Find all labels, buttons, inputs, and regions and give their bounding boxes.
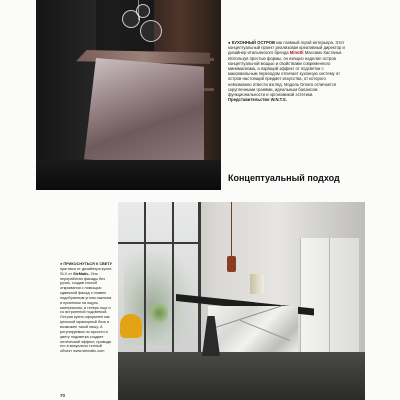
yellow-chair <box>120 314 142 338</box>
window-frame <box>144 202 146 352</box>
brand-name: Minotti <box>289 50 304 56</box>
plant <box>150 302 168 324</box>
caption-lead: ПРИКОСНУТЬСЯ К СВЕТУ <box>63 262 113 266</box>
pendant-lamp <box>136 4 150 18</box>
kitchen-photo-bottom <box>118 202 365 400</box>
page-number: 70 <box>60 393 66 398</box>
caption-text: пригласи от дизайнера кухни SLX от <box>60 266 112 276</box>
page-footer <box>60 393 260 399</box>
caption-url: www.siematic.com <box>73 349 105 354</box>
brand-name: SieMatic. <box>73 271 90 276</box>
caption-text: Массимо Кастанья. Используя простые формы, он изящно наделил остров концептуальной мощью и свойствами современного минимализма, а парящий эффект от подсветки с максимальным переходом отличает кухонную систему от остров-настоящий предмет искусства, от которого невозможно отвести взгляд. Модель Ornaro отличается скругленными гранями, идеальным балансом функциональности и эргономикой эстетики. <box>228 50 343 98</box>
floor <box>36 160 221 190</box>
bullet-icon: ● <box>60 262 63 266</box>
bottles <box>250 274 264 294</box>
caption-touch-light <box>60 262 114 354</box>
caption-kitchen-island <box>228 40 346 102</box>
caption-text: как главный герой интерьера. Этот концептуальный проект реализован креативный директор и дизайнер итальянского бренда <box>228 40 345 56</box>
marble-island <box>208 306 298 352</box>
pendant-lamp <box>227 256 236 272</box>
caption-credit: Представительство W.N.T.S. <box>228 97 287 103</box>
window-frame <box>118 242 198 244</box>
caption-lead: КУХОННЫЙ ОСТРОВ <box>231 40 275 45</box>
bullet-icon: ● <box>228 40 231 45</box>
caption-text: Они переработан фасады без ручек, создав способ открывания с помощью сдвижной фасад с плавно подобранным углом наклона и приятным на ощупь материалом, а теперь еще и со встроенной подсветкой. Острая кухня оформлен как цельный мраморный блок и возможен такой нишу. А регулируемая по яркости и цвету подсветка создает оптический эффект, приводя его в визуально теплый объект <box>60 271 112 354</box>
section-heading: Концептуальный подход <box>228 173 340 183</box>
marble-island <box>84 58 204 168</box>
kitchen-island-photo-top <box>36 0 221 190</box>
window-frame <box>172 202 174 352</box>
pendant-lamp <box>140 20 162 42</box>
